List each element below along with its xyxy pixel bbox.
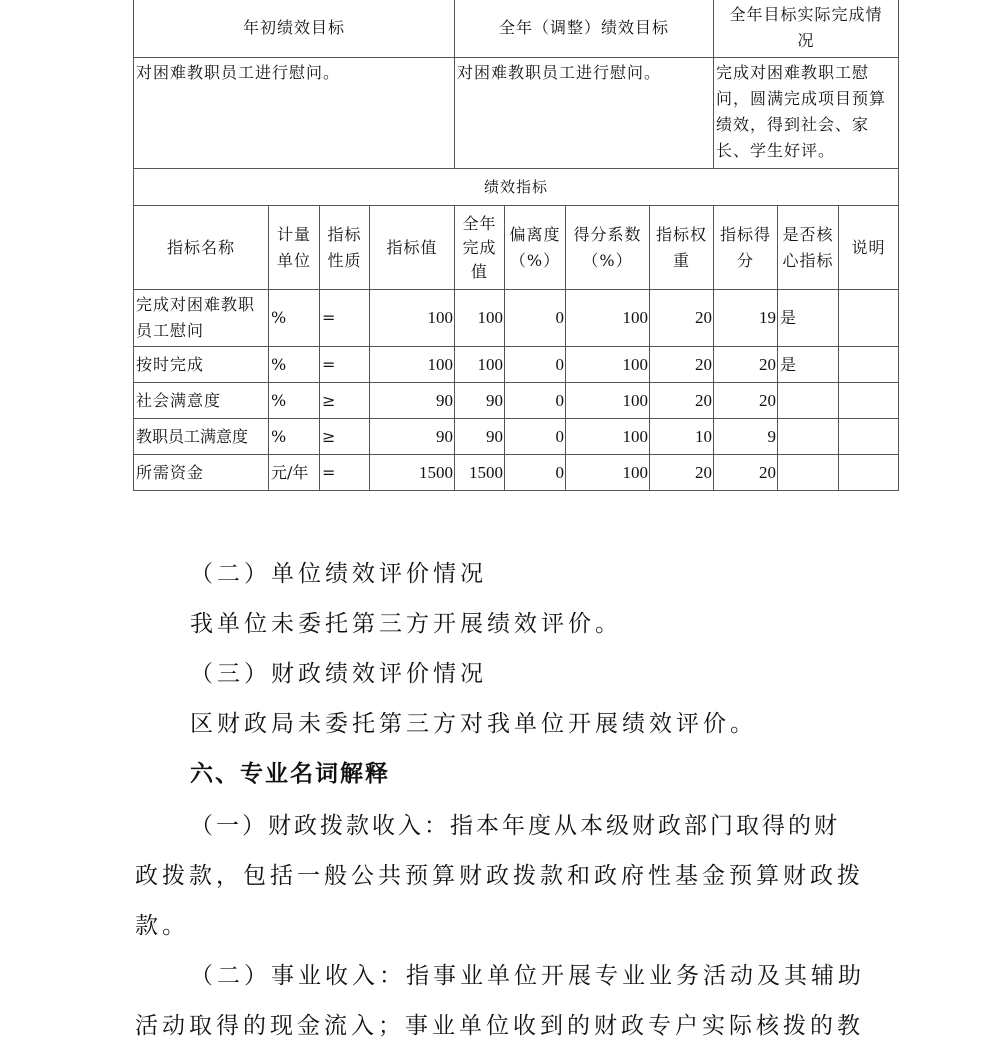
indicator-score: 20	[714, 455, 778, 491]
indicator-nature: =	[320, 347, 370, 383]
term-1-definition-start: 指本年度从本级财政部门取得的财	[450, 813, 840, 839]
col-header-nature: 指标性质	[320, 206, 370, 290]
indicator-core	[778, 419, 839, 455]
indicator-coefficient: 100	[566, 347, 650, 383]
col-header-core: 是否核心指标	[778, 206, 839, 290]
header-initial-goal: 年初绩效目标	[134, 0, 455, 58]
col-header-target: 指标值	[370, 206, 455, 290]
table-row	[134, 347, 899, 383]
indicator-weight: 20	[650, 290, 714, 347]
term-1-label: （一）财政拨款收入：	[190, 813, 450, 839]
indicator-note	[839, 383, 899, 419]
term-1-line-3: 款。	[135, 913, 189, 939]
indicator-score: 20	[714, 383, 778, 419]
col-header-deviation: 偏离度（%）	[505, 206, 566, 290]
performance-table	[133, 0, 899, 491]
term-2-label: （二）事业收入：	[190, 963, 406, 989]
adjusted-goal-text: 对困难教职员工进行慰问。	[455, 58, 714, 169]
indicator-coefficient: 100	[566, 383, 650, 419]
indicator-note	[839, 290, 899, 347]
indicator-coefficient: 100	[566, 290, 650, 347]
indicator-target: 1500	[370, 455, 455, 491]
indicator-unit: 元/年	[269, 455, 320, 491]
col-header-weight: 指标权重	[650, 206, 714, 290]
col-header-name: 指标名称	[134, 206, 269, 290]
goals-header-row	[134, 0, 899, 58]
indicator-unit: %	[269, 347, 320, 383]
table-row	[134, 290, 899, 347]
indicator-actual: 90	[455, 383, 505, 419]
indicators-section-title: 绩效指标	[134, 169, 899, 206]
term-2-line-1	[190, 950, 865, 1002]
indicator-weight: 20	[650, 347, 714, 383]
indicator-name: 按时完成	[134, 347, 269, 383]
indicator-deviation: 0	[505, 455, 566, 491]
section-3-title: （三）财政绩效评价情况	[190, 661, 487, 687]
col-header-unit: 计量单位	[269, 206, 320, 290]
indicator-core: 是	[778, 290, 839, 347]
indicator-core: 是	[778, 347, 839, 383]
indicator-coefficient: 100	[566, 455, 650, 491]
indicator-actual: 100	[455, 290, 505, 347]
indicator-actual: 1500	[455, 455, 505, 491]
indicator-unit: %	[269, 290, 320, 347]
indicator-name: 完成对困难教职员工慰问	[134, 290, 269, 347]
indicator-score: 9	[714, 419, 778, 455]
col-header-score: 指标得分	[714, 206, 778, 290]
indicator-coefficient: 100	[566, 419, 650, 455]
indicator-actual: 90	[455, 419, 505, 455]
indicator-weight: 20	[650, 383, 714, 419]
indicator-score: 20	[714, 347, 778, 383]
indicators-section-row	[134, 169, 899, 206]
goals-content-row	[134, 58, 899, 169]
chapter-6-title: 六、专业名词解释	[190, 761, 390, 787]
initial-goal-text: 对困难教职员工进行慰问。	[134, 58, 455, 169]
section-3-text: 区财政局未委托第三方对我单位开展绩效评价。	[190, 711, 757, 737]
indicator-actual: 100	[455, 347, 505, 383]
section-2-title: （二）单位绩效评价情况	[190, 561, 487, 587]
indicator-deviation: 0	[505, 347, 566, 383]
term-2-line-2: 活动取得的现金流入；事业单位收到的财政专户实际核拨的教	[135, 1013, 864, 1039]
term-2-definition-start: 指事业单位开展专业业务活动及其辅助	[406, 963, 865, 989]
indicator-note	[839, 419, 899, 455]
col-header-actual: 全年完成值	[455, 206, 505, 290]
indicator-nature: =	[320, 290, 370, 347]
indicator-note	[839, 455, 899, 491]
indicator-nature: ≥	[320, 419, 370, 455]
indicator-target: 100	[370, 347, 455, 383]
indicator-core	[778, 455, 839, 491]
indicator-deviation: 0	[505, 290, 566, 347]
header-actual-completion: 全年目标实际完成情况	[714, 0, 899, 58]
indicator-name: 教职员工满意度	[134, 419, 269, 455]
indicator-nature: ≥	[320, 383, 370, 419]
header-adjusted-goal: 全年（调整）绩效目标	[455, 0, 714, 58]
indicator-core	[778, 383, 839, 419]
indicator-name: 所需资金	[134, 455, 269, 491]
term-1-line-2: 政拨款，包括一般公共预算财政拨款和政府性基金预算财政拨	[135, 863, 864, 889]
indicator-name: 社会满意度	[134, 383, 269, 419]
indicator-unit: %	[269, 419, 320, 455]
col-header-note: 说明	[839, 206, 899, 290]
indicator-target: 100	[370, 290, 455, 347]
indicator-score: 19	[714, 290, 778, 347]
indicator-target: 90	[370, 383, 455, 419]
indicator-deviation: 0	[505, 383, 566, 419]
col-header-coefficient: 得分系数（%）	[566, 206, 650, 290]
table-row	[134, 455, 899, 491]
indicator-weight: 20	[650, 455, 714, 491]
indicator-deviation: 0	[505, 419, 566, 455]
table-row	[134, 383, 899, 419]
indicator-unit: %	[269, 383, 320, 419]
indicator-weight: 10	[650, 419, 714, 455]
indicator-target: 90	[370, 419, 455, 455]
actual-completion-text: 完成对困难教职工慰问，圆满完成项目预算绩效，得到社会、家长、学生好评。	[714, 58, 899, 169]
section-2-text: 我单位未委托第三方开展绩效评价。	[190, 611, 622, 637]
indicator-nature: =	[320, 455, 370, 491]
term-1-line-1	[190, 800, 840, 852]
table-row	[134, 419, 899, 455]
indicators-header-row	[134, 206, 899, 290]
indicator-note	[839, 347, 899, 383]
